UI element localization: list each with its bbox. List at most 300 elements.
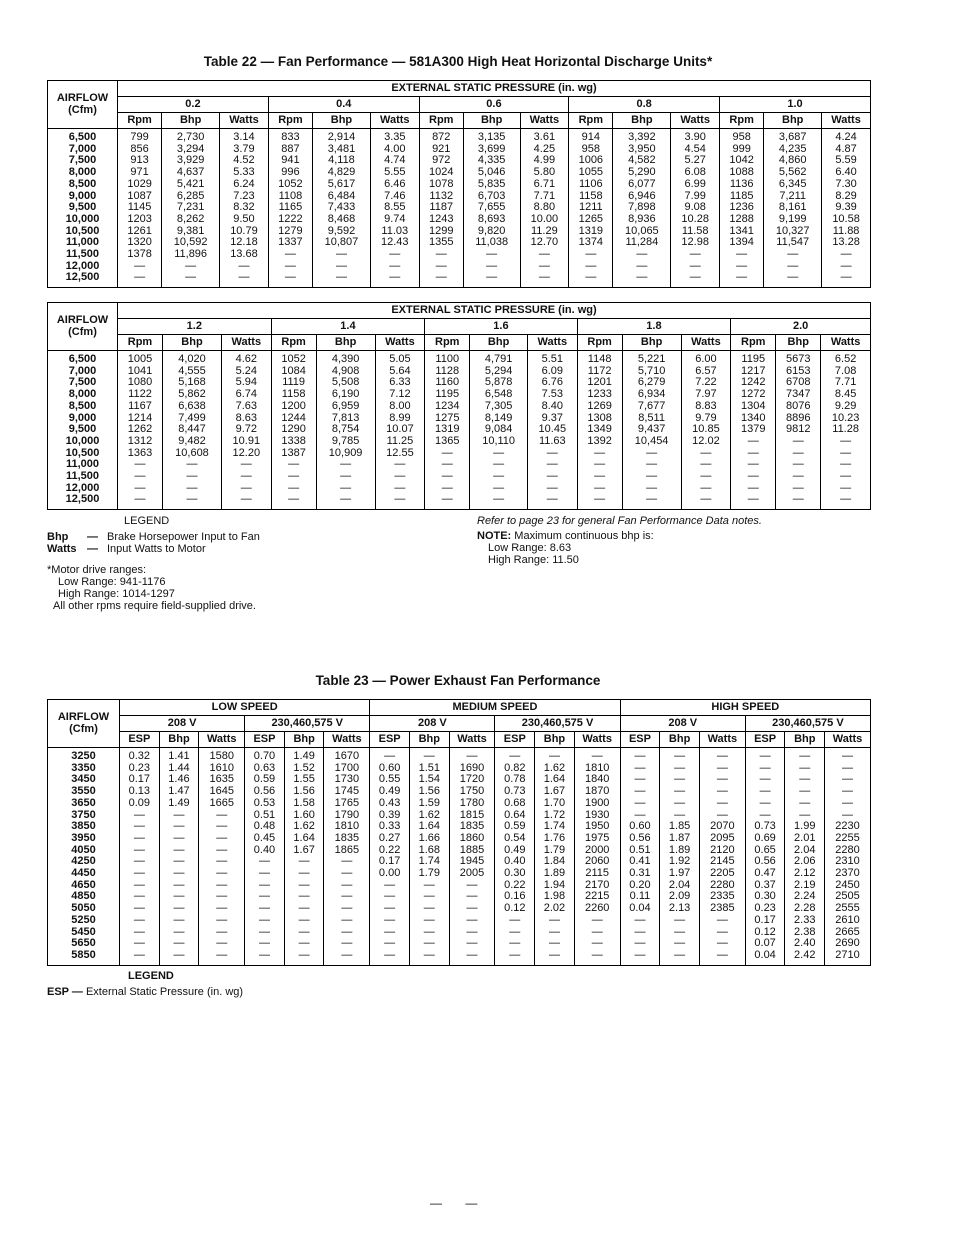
value-cell: — xyxy=(574,748,620,763)
value-cell: 7.97 xyxy=(681,389,731,401)
value-cell: 1.89 xyxy=(535,868,575,880)
subcolumn-header: Watts xyxy=(520,113,569,129)
value-cell: 4.52 xyxy=(220,155,269,167)
value-cell: 6,484 xyxy=(313,191,371,203)
value-cell: 2.28 xyxy=(785,903,825,915)
table-row xyxy=(48,272,871,287)
value-cell: 0.49 xyxy=(495,845,535,857)
table-row xyxy=(48,179,871,191)
value-cell: 1975 xyxy=(574,833,620,845)
value-cell: 1.98 xyxy=(535,891,575,903)
value-cell: 1363 xyxy=(118,448,163,460)
value-cell: 0.37 xyxy=(745,880,785,892)
value-cell: — xyxy=(577,483,622,495)
value-cell: 5,862 xyxy=(163,389,222,401)
value-cell: — xyxy=(470,459,528,471)
value-cell: 2.09 xyxy=(660,891,700,903)
value-cell: 1136 xyxy=(720,179,764,191)
value-cell: — xyxy=(118,261,162,273)
value-cell: 1365 xyxy=(425,436,470,448)
value-cell: 1.64 xyxy=(409,821,449,833)
value-cell: — xyxy=(699,950,745,965)
subcolumn-header: Watts xyxy=(574,732,620,748)
value-cell: 10,608 xyxy=(163,448,222,460)
value-cell: 1200 xyxy=(271,401,316,413)
voltage-header: 208 V xyxy=(370,716,495,732)
value-cell: 2,730 xyxy=(162,129,220,144)
value-cell: 1870 xyxy=(574,786,620,798)
value-cell: 7.63 xyxy=(221,401,271,413)
value-cell: — xyxy=(574,927,620,939)
legend-title-23: LEGEND xyxy=(128,970,174,982)
value-cell: — xyxy=(822,272,871,287)
value-cell: 8.80 xyxy=(520,202,569,214)
value-cell: 1690 xyxy=(449,763,495,775)
value-cell: 1106 xyxy=(569,179,613,191)
value-cell: 10.23 xyxy=(821,413,871,425)
value-cell: — xyxy=(425,494,470,509)
value-cell: — xyxy=(577,459,622,471)
value-cell: 5,562 xyxy=(764,167,822,179)
airflow-cell: 6,500 xyxy=(48,351,118,366)
value-cell: — xyxy=(284,903,324,915)
value-cell: — xyxy=(245,927,285,939)
value-cell: — xyxy=(118,471,163,483)
value-cell: 1222 xyxy=(268,214,312,226)
value-cell: 1108 xyxy=(268,191,312,203)
value-cell: — xyxy=(681,448,731,460)
pressure-header-row xyxy=(48,319,871,335)
value-cell: 0.31 xyxy=(620,868,660,880)
value-cell: 9.39 xyxy=(822,202,871,214)
value-cell: 1080 xyxy=(118,377,163,389)
value-cell: 4,582 xyxy=(613,155,671,167)
value-cell: — xyxy=(699,786,745,798)
value-cell: 3,687 xyxy=(764,129,822,144)
value-cell: 0.27 xyxy=(370,833,410,845)
value-cell: 3,392 xyxy=(613,129,671,144)
value-cell: 1865 xyxy=(324,845,370,857)
table-row xyxy=(48,401,871,413)
value-cell: — xyxy=(375,459,425,471)
table-23 xyxy=(47,699,871,966)
value-cell: 2.33 xyxy=(785,915,825,927)
value-cell: 0.33 xyxy=(370,821,410,833)
value-cell: 0.70 xyxy=(245,748,285,763)
value-cell: 1355 xyxy=(419,237,463,249)
value-cell: — xyxy=(622,459,681,471)
airflow-cell: 4050 xyxy=(48,845,120,857)
value-cell: 2,914 xyxy=(313,129,371,144)
value-cell: — xyxy=(159,891,199,903)
value-cell: 1.68 xyxy=(409,845,449,857)
value-cell: — xyxy=(470,471,528,483)
airflow-cell: 6,500 xyxy=(48,129,118,144)
value-cell: 9.29 xyxy=(821,401,871,413)
table-22-part-2 xyxy=(47,302,871,510)
value-cell: — xyxy=(159,927,199,939)
value-cell: 1720 xyxy=(449,774,495,786)
subcolumn-header-row xyxy=(48,732,871,748)
value-cell: 1279 xyxy=(268,226,312,238)
value-cell: — xyxy=(681,471,731,483)
value-cell: 2.38 xyxy=(785,927,825,939)
airflow-cell: 7,500 xyxy=(48,377,118,389)
value-cell: 1810 xyxy=(324,821,370,833)
value-cell: — xyxy=(324,938,370,950)
value-cell: 4.74 xyxy=(370,155,419,167)
value-cell: — xyxy=(375,471,425,483)
value-cell: 1319 xyxy=(569,226,613,238)
value-cell: 799 xyxy=(118,129,162,144)
subcolumn-header: Bhp xyxy=(163,335,222,351)
value-cell: 6,279 xyxy=(622,377,681,389)
value-cell: 7,677 xyxy=(622,401,681,413)
value-cell: — xyxy=(199,880,245,892)
value-cell: 1029 xyxy=(118,179,162,191)
value-cell: 1.60 xyxy=(284,810,324,822)
pressure-header-row xyxy=(48,97,871,113)
pressure-header: 1.8 xyxy=(577,319,731,335)
value-cell: — xyxy=(785,774,825,786)
value-cell: — xyxy=(118,272,162,287)
value-cell: — xyxy=(764,249,822,261)
value-cell: — xyxy=(731,471,776,483)
airflow-cell: 8,500 xyxy=(48,401,118,413)
value-cell: — xyxy=(316,483,375,495)
value-cell: 1670 xyxy=(324,748,370,763)
value-cell: — xyxy=(776,494,821,509)
value-cell: 0.04 xyxy=(620,903,660,915)
value-cell: — xyxy=(245,950,285,965)
value-cell: 9,199 xyxy=(764,214,822,226)
airflow-cell: 9,000 xyxy=(48,191,118,203)
airflow-cell: 10,500 xyxy=(48,448,118,460)
value-cell: 0.11 xyxy=(620,891,660,903)
value-cell: — xyxy=(520,249,569,261)
value-cell: 8,693 xyxy=(463,214,520,226)
subcolumn-header: Bhp xyxy=(316,335,375,351)
table-row xyxy=(48,249,871,261)
subcolumn-header: Bhp xyxy=(764,113,822,129)
value-cell: 6.24 xyxy=(220,179,269,191)
value-cell: — xyxy=(118,483,163,495)
airflow-header: AIRFLOW (Cfm) xyxy=(48,303,118,351)
value-cell: 9.79 xyxy=(681,413,731,425)
value-cell: 0.23 xyxy=(745,903,785,915)
value-cell: — xyxy=(409,880,449,892)
value-cell: 9,785 xyxy=(316,436,375,448)
value-cell: 11.25 xyxy=(375,436,425,448)
value-cell: 7.71 xyxy=(520,191,569,203)
value-cell: — xyxy=(370,950,410,965)
value-cell: 0.23 xyxy=(120,763,160,775)
table-row xyxy=(48,351,871,366)
value-cell: — xyxy=(159,810,199,822)
value-cell: — xyxy=(268,272,312,287)
value-cell: 6.08 xyxy=(671,167,720,179)
value-cell: 5.55 xyxy=(370,167,419,179)
value-cell: 1195 xyxy=(425,389,470,401)
value-cell: — xyxy=(245,891,285,903)
value-cell: 2610 xyxy=(825,915,871,927)
value-cell: 4,235 xyxy=(764,144,822,156)
value-cell: 2070 xyxy=(699,821,745,833)
value-cell: — xyxy=(660,810,700,822)
value-cell: — xyxy=(313,272,371,287)
value-cell: 11,038 xyxy=(463,237,520,249)
airflow-cell: 10,000 xyxy=(48,436,118,448)
value-cell: — xyxy=(120,880,160,892)
value-cell: — xyxy=(284,891,324,903)
value-cell: — xyxy=(409,748,449,763)
value-cell: 0.45 xyxy=(245,833,285,845)
value-cell: 9.08 xyxy=(671,202,720,214)
value-cell: 1187 xyxy=(419,202,463,214)
value-cell: — xyxy=(785,763,825,775)
value-cell: 2.40 xyxy=(785,938,825,950)
subcolumn-header: ESP xyxy=(495,732,535,748)
value-cell: — xyxy=(660,915,700,927)
subcolumn-header: ESP xyxy=(745,732,785,748)
value-cell: 6708 xyxy=(776,377,821,389)
value-cell: 1272 xyxy=(731,389,776,401)
value-cell: — xyxy=(535,927,575,939)
value-cell: — xyxy=(120,810,160,822)
value-cell: 1308 xyxy=(577,413,622,425)
value-cell: 1290 xyxy=(271,424,316,436)
table-row xyxy=(48,891,871,903)
value-cell: 7.30 xyxy=(822,179,871,191)
value-cell: — xyxy=(449,903,495,915)
value-cell: — xyxy=(577,448,622,460)
airflow-cell: 3350 xyxy=(48,763,120,775)
value-cell: 1840 xyxy=(574,774,620,786)
airflow-cell: 9,500 xyxy=(48,424,118,436)
pressure-header: 1.6 xyxy=(425,319,577,335)
subcolumn-header: Bhp xyxy=(470,335,528,351)
value-cell: 1145 xyxy=(118,202,162,214)
value-cell: 9.37 xyxy=(527,413,577,425)
value-cell: — xyxy=(221,471,271,483)
value-cell: — xyxy=(527,494,577,509)
value-cell: — xyxy=(671,272,720,287)
airflow-cell: 3250 xyxy=(48,748,120,763)
value-cell: 1195 xyxy=(731,351,776,366)
value-cell: — xyxy=(245,903,285,915)
value-cell: 1158 xyxy=(271,389,316,401)
subcolumn-header: Rpm xyxy=(118,335,163,351)
value-cell: 6153 xyxy=(776,366,821,378)
value-cell: 1900 xyxy=(574,798,620,810)
value-cell: 1119 xyxy=(271,377,316,389)
value-cell: 1750 xyxy=(449,786,495,798)
subcolumn-header: Watts xyxy=(825,732,871,748)
airflow-cell: 3950 xyxy=(48,833,120,845)
value-cell: — xyxy=(370,927,410,939)
value-cell: 8,262 xyxy=(162,214,220,226)
value-cell: 10.07 xyxy=(375,424,425,436)
airflow-cell: 5650 xyxy=(48,938,120,950)
value-cell: 4,637 xyxy=(162,167,220,179)
airflow-cell: 5850 xyxy=(48,950,120,965)
value-cell: 1374 xyxy=(569,237,613,249)
value-cell: 0.22 xyxy=(495,880,535,892)
airflow-cell: 12,000 xyxy=(48,483,118,495)
table-row xyxy=(48,938,871,950)
airflow-cell: 4650 xyxy=(48,880,120,892)
value-cell: 0.13 xyxy=(120,786,160,798)
value-cell: — xyxy=(821,483,871,495)
value-cell: 1262 xyxy=(118,424,163,436)
value-cell: 5.05 xyxy=(375,351,425,366)
value-cell: 1288 xyxy=(720,214,764,226)
value-cell: 2095 xyxy=(699,833,745,845)
value-cell: 0.63 xyxy=(245,763,285,775)
value-cell: — xyxy=(284,856,324,868)
value-cell: 1341 xyxy=(720,226,764,238)
value-cell: 7.53 xyxy=(527,389,577,401)
value-cell: — xyxy=(620,798,660,810)
value-cell: 1.79 xyxy=(535,845,575,857)
value-cell: — xyxy=(699,938,745,950)
value-cell: 1.59 xyxy=(409,798,449,810)
value-cell: — xyxy=(776,483,821,495)
value-cell: — xyxy=(324,891,370,903)
value-cell: 10,807 xyxy=(313,237,371,249)
value-cell: 1730 xyxy=(324,774,370,786)
value-cell: — xyxy=(731,494,776,509)
subcolumn-header-row xyxy=(48,335,871,351)
value-cell: 0.20 xyxy=(620,880,660,892)
value-cell: — xyxy=(449,950,495,965)
value-cell: — xyxy=(245,938,285,950)
table-row xyxy=(48,927,871,939)
value-cell: — xyxy=(660,950,700,965)
value-cell: — xyxy=(159,915,199,927)
value-cell: 1635 xyxy=(199,774,245,786)
value-cell: 5,878 xyxy=(470,377,528,389)
value-cell: — xyxy=(620,927,660,939)
value-cell: 10.79 xyxy=(220,226,269,238)
value-cell: 4.24 xyxy=(822,129,871,144)
value-cell: 5.64 xyxy=(375,366,425,378)
value-cell: 2.24 xyxy=(785,891,825,903)
subcolumn-header-row xyxy=(48,113,871,129)
speed-header-row xyxy=(48,700,871,716)
value-cell: 8.29 xyxy=(822,191,871,203)
value-cell: 1.99 xyxy=(785,821,825,833)
value-cell: 1392 xyxy=(577,436,622,448)
value-cell: 3,135 xyxy=(463,129,520,144)
value-cell: 1203 xyxy=(118,214,162,226)
speed-header: HIGH SPEED xyxy=(620,700,870,716)
value-cell: 8.55 xyxy=(370,202,419,214)
value-cell: — xyxy=(745,763,785,775)
value-cell: 2450 xyxy=(825,880,871,892)
value-cell: 4.99 xyxy=(520,155,569,167)
value-cell: 0.32 xyxy=(120,748,160,763)
value-cell: 0.17 xyxy=(745,915,785,927)
value-cell: — xyxy=(370,891,410,903)
esp-header: EXTERNAL STATIC PRESSURE (in. wg) xyxy=(118,81,871,97)
value-cell: 0.69 xyxy=(745,833,785,845)
value-cell: 3,929 xyxy=(162,155,220,167)
value-cell: 4,908 xyxy=(316,366,375,378)
value-cell: 11,284 xyxy=(613,237,671,249)
value-cell: 8,936 xyxy=(613,214,671,226)
value-cell: 5.94 xyxy=(221,377,271,389)
value-cell: — xyxy=(284,950,324,965)
value-cell: 2555 xyxy=(825,903,871,915)
table-row xyxy=(48,880,871,892)
value-cell: 1610 xyxy=(199,763,245,775)
value-cell: 10,065 xyxy=(613,226,671,238)
subcolumn-header: Watts xyxy=(220,113,269,129)
subcolumn-header: Rpm xyxy=(720,113,764,129)
value-cell: 1.92 xyxy=(660,856,700,868)
value-cell: — xyxy=(731,483,776,495)
value-cell: 6.76 xyxy=(527,377,577,389)
value-cell: — xyxy=(163,471,222,483)
airflow-cell: 11,500 xyxy=(48,471,118,483)
subcolumn-header: Bhp xyxy=(535,732,575,748)
max-bhp-note: NOTE: Maximum continuous bhp is: Low Range: 8.63 High Range: 11.50 xyxy=(477,530,654,566)
value-cell: — xyxy=(699,774,745,786)
value-cell: — xyxy=(118,459,163,471)
subcolumn-header: ESP xyxy=(370,732,410,748)
value-cell: — xyxy=(271,483,316,495)
value-cell: 4,829 xyxy=(313,167,371,179)
value-cell: 10.85 xyxy=(681,424,731,436)
value-cell: 1645 xyxy=(199,786,245,798)
value-cell: 1160 xyxy=(425,377,470,389)
value-cell: — xyxy=(720,261,764,273)
value-cell: — xyxy=(574,938,620,950)
value-cell: 1167 xyxy=(118,401,163,413)
value-cell: — xyxy=(622,448,681,460)
value-cell: — xyxy=(271,471,316,483)
value-cell: — xyxy=(425,483,470,495)
value-cell: 1.67 xyxy=(535,786,575,798)
value-cell: 1.76 xyxy=(535,833,575,845)
value-cell: 8,754 xyxy=(316,424,375,436)
value-cell: — xyxy=(660,938,700,950)
value-cell: — xyxy=(699,798,745,810)
value-cell: 0.49 xyxy=(370,786,410,798)
value-cell: — xyxy=(449,927,495,939)
value-cell: 5,835 xyxy=(463,179,520,191)
value-cell: — xyxy=(745,810,785,822)
value-cell: 4,555 xyxy=(163,366,222,378)
value-cell: 1275 xyxy=(425,413,470,425)
subcolumn-header: Rpm xyxy=(425,335,470,351)
value-cell: 6,946 xyxy=(613,191,671,203)
value-cell: 9,084 xyxy=(470,424,528,436)
value-cell: 5,710 xyxy=(622,366,681,378)
value-cell: 1.64 xyxy=(535,774,575,786)
value-cell: 1217 xyxy=(731,366,776,378)
value-cell: 0.59 xyxy=(495,821,535,833)
value-cell: — xyxy=(569,272,613,287)
value-cell: 1.44 xyxy=(159,763,199,775)
value-cell: 0.51 xyxy=(620,845,660,857)
value-cell: — xyxy=(199,845,245,857)
value-cell: 2665 xyxy=(825,927,871,939)
voltage-header: 208 V xyxy=(620,716,745,732)
value-cell: 1.79 xyxy=(409,868,449,880)
value-cell: 1394 xyxy=(720,237,764,249)
